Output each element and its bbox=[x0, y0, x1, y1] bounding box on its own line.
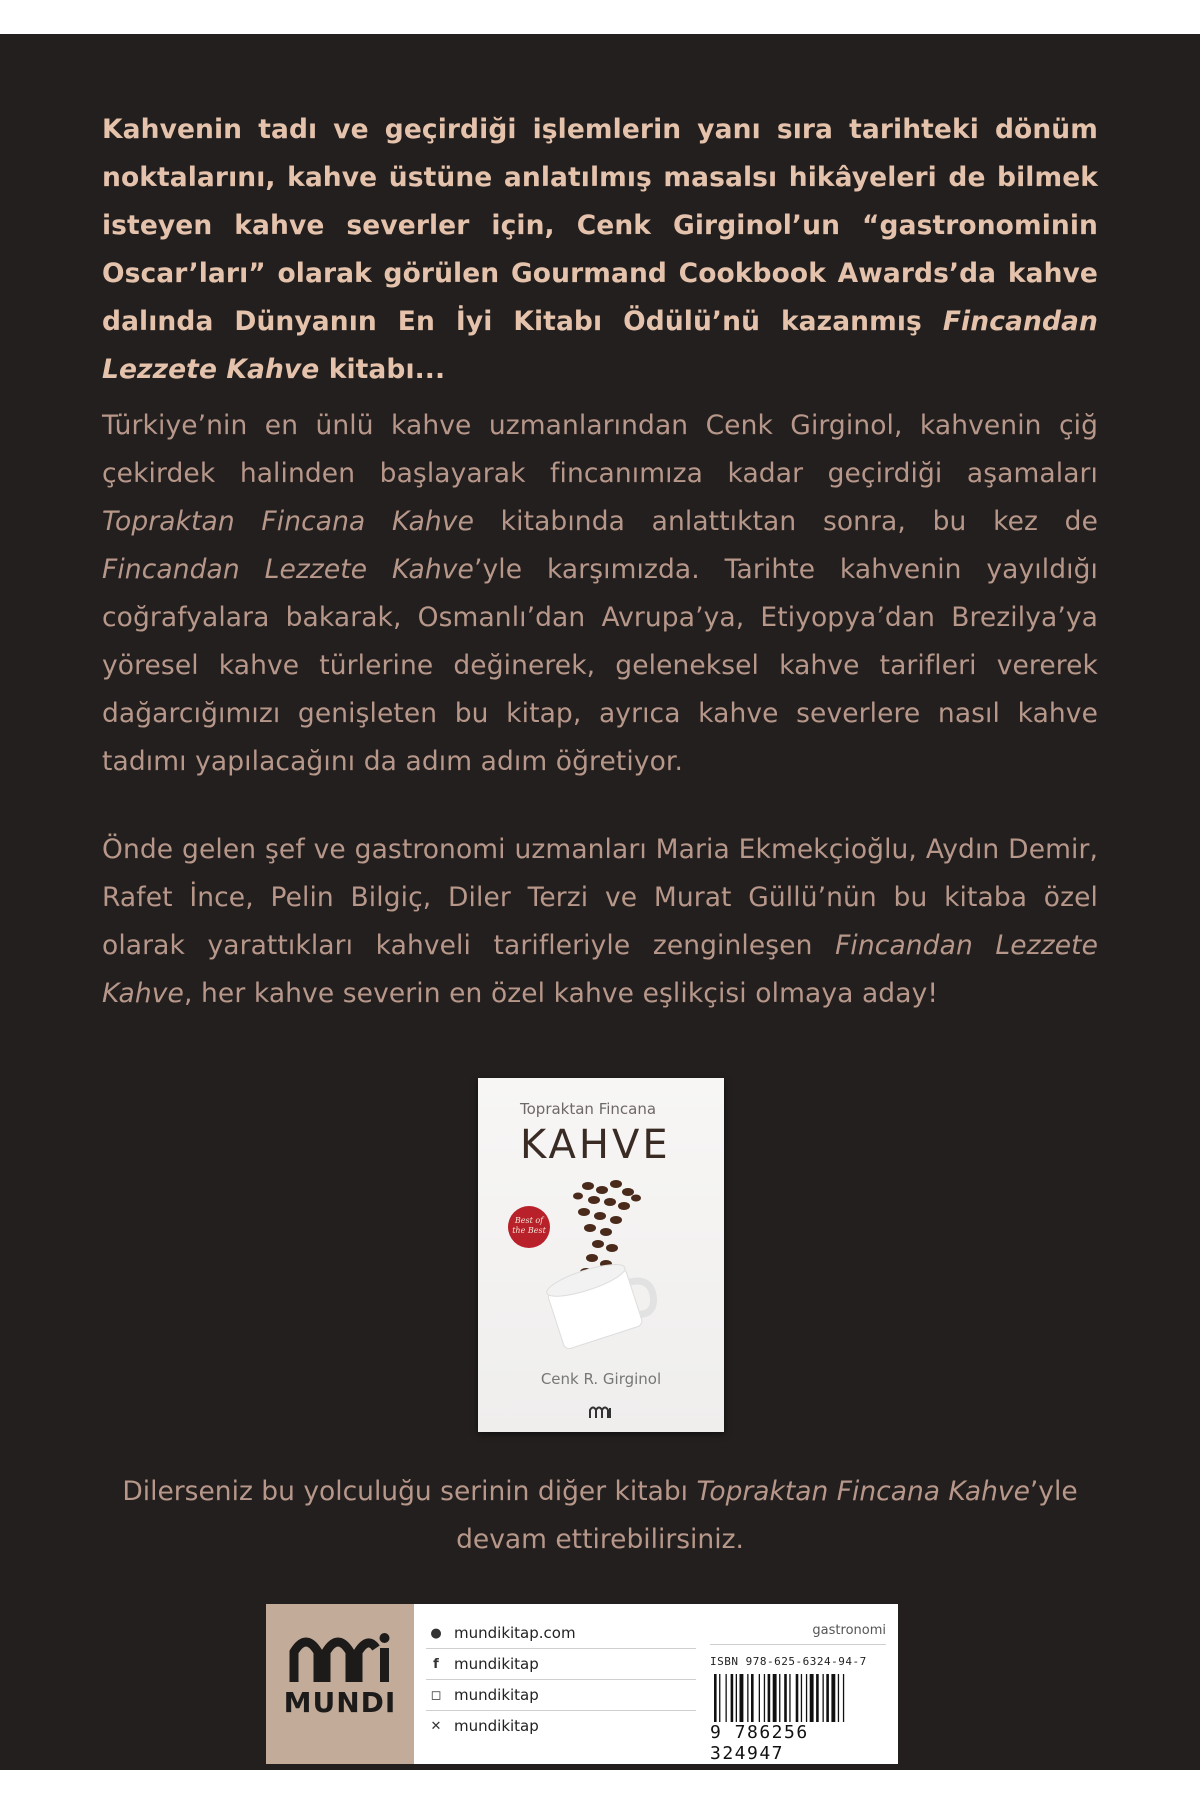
blurb-text: Önde gelen şef ve gastronomi uzmanları Maria Ekmekçioğlu, Aydın Demir, Rafet İnce, Pelin Bilgiç, Diler Terzi ve Murat Güllü’nün bu kitaba özel olarak yarattıkları kahveli tarifleriyle zenginleşen bbox=[102, 834, 1098, 961]
book-title-ref: Fincandan Lezzete Kahve bbox=[102, 930, 1099, 1009]
isbn-block bbox=[710, 1618, 886, 1764]
mini-book-title: KAHVE bbox=[520, 1122, 671, 1168]
book-title-ref: Fincandan Lezzete Kahve bbox=[102, 306, 1098, 385]
blurb-text: ’yle karşımızda. Tarihte kahvenin yayıldığı coğrafyalara bakarak, Osmanlı’dan Avrupa’ya, Etiyopya’dan Brezilya’ya yöresel kahve türlerine değinerek, geleneksel kahve tarifleri vererek dağarcığımızı genişleten bu kitap, ayrıca kahve severlere nasıl kahve tadımı yapılacağını da adım adım öğretiyor. bbox=[102, 554, 1098, 777]
mundi-logo bbox=[286, 1630, 394, 1686]
mundi-logo-small bbox=[588, 1404, 614, 1422]
publisher-footer bbox=[266, 1604, 898, 1764]
blurb-text: kitabında anlattıktan sonra, bu kez de bbox=[474, 506, 1098, 537]
barcode bbox=[710, 1674, 886, 1722]
mini-book-series: Topraktan Fincana bbox=[520, 1100, 657, 1118]
mini-book-author: Cenk R. Girginol bbox=[540, 1370, 662, 1388]
book-title-ref: Topraktan Fincana Kahve bbox=[102, 506, 474, 537]
blurb-text: Kahvenin tadı ve geçirdiği işlemlerin yanı sıra tarihteki dönüm noktalarını, kahve üstüne anlatılmış masalsı hikâyeleri de bilmek isteyen kahve severler için, Cenk Girginol’un “gastronominin Oscar’ları” olarak görülen Gourmand Cookbook Awards’da kahve dalında Dünyanın En İyi Kitabı Ödülü’nü kazanmış bbox=[102, 114, 1098, 337]
isbn-number: ISBN 978-625-6324-94-7 bbox=[710, 1655, 867, 1668]
barcode-digits: 9 786256 324947 bbox=[710, 1722, 809, 1764]
book-title-ref: Fincandan Lezzete Kahve bbox=[102, 554, 474, 585]
series-book-cover bbox=[478, 1078, 724, 1432]
x-icon: ✕ bbox=[430, 1718, 442, 1734]
facebook-link[interactable] bbox=[426, 1649, 696, 1680]
instagram-icon: ◻ bbox=[430, 1687, 442, 1703]
blurb-text: Türkiye’nin en ünlü kahve uzmanlarından Cenk Girginol, kahvenin çiğ çekirdek halinden başlayarak fincanımıza kadar geçirdiği aşamaları bbox=[102, 410, 1098, 489]
genre-label: gastronomi bbox=[710, 1618, 886, 1645]
promo-text: Dilerseniz bu yolculuğu serinin diğer kitabı bbox=[122, 1476, 697, 1507]
blurb-paragraph-2 bbox=[102, 402, 1098, 786]
publisher-name: MUNDI bbox=[283, 1686, 397, 1719]
website-link[interactable] bbox=[426, 1618, 696, 1649]
social-links bbox=[426, 1618, 696, 1741]
x-link[interactable] bbox=[426, 1711, 696, 1741]
facebook-icon: f bbox=[433, 1656, 439, 1672]
blurb-text: kitabı... bbox=[319, 354, 446, 385]
instagram-link[interactable] bbox=[426, 1680, 696, 1711]
book-title-ref: Topraktan Fincana Kahve bbox=[696, 1476, 1030, 1507]
award-badge: Best of the Best bbox=[508, 1206, 550, 1248]
blurb-paragraph-1 bbox=[102, 106, 1098, 394]
series-promo bbox=[102, 1468, 1098, 1564]
blurb-paragraph-3 bbox=[102, 826, 1098, 1018]
globe-icon: ● bbox=[430, 1625, 442, 1641]
x-text: mundikitap bbox=[454, 1717, 539, 1735]
website-text: mundikitap.com bbox=[454, 1624, 576, 1642]
blurb-text: , her kahve severin en özel kahve eşlikçisi olmaya aday! bbox=[183, 978, 939, 1009]
instagram-text: mundikitap bbox=[454, 1686, 539, 1704]
facebook-text: mundikitap bbox=[454, 1655, 539, 1673]
publisher-brand bbox=[266, 1604, 414, 1764]
promo-text: ’yle devam ettirebilirsiniz. bbox=[456, 1476, 1078, 1555]
coffee-cup-illustration bbox=[478, 1178, 724, 1358]
